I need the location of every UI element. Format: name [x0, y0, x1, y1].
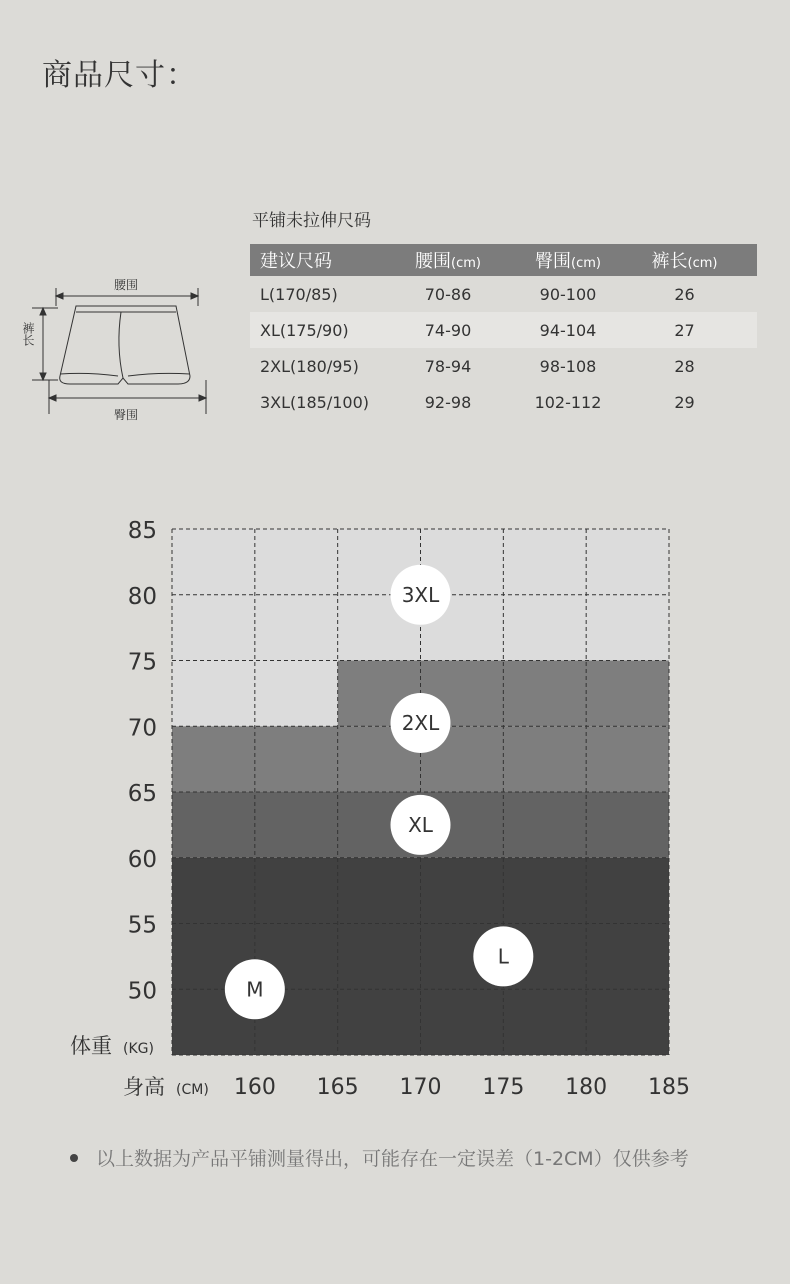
cell-size: XL(175/90)	[260, 320, 349, 340]
page-title: 商品尺寸：	[42, 58, 197, 93]
cell-length: 28	[674, 356, 695, 376]
size-label-2xl: 2XL	[401, 710, 440, 735]
size-label-m: M	[246, 977, 264, 1002]
cell-hip: 102-112	[534, 392, 602, 412]
y-tick-label: 80	[127, 583, 157, 610]
cell-length: 29	[674, 392, 695, 412]
shorts-outline-icon	[60, 306, 190, 384]
x-tick-label: 170	[399, 1075, 442, 1100]
x-axis-unit: (CM)	[176, 1082, 209, 1098]
table-row	[250, 276, 757, 312]
y-tick-label: 65	[127, 781, 157, 807]
shorts-diagram	[18, 276, 218, 426]
header-hip	[508, 247, 628, 273]
bullet-icon	[70, 1154, 78, 1162]
header-waist-label: 腰围	[415, 251, 452, 272]
x-tick-label: 175	[482, 1075, 525, 1100]
x-axis-label: 身高	[123, 1075, 165, 1099]
cell-waist: 78-94	[424, 356, 472, 376]
header-waist-unit: (cm)	[451, 256, 481, 271]
header-hip-unit: (cm)	[571, 256, 601, 271]
y-tick-label: 55	[127, 912, 157, 939]
size-chart	[0, 500, 790, 1120]
cell-hip: 90-100	[539, 284, 597, 304]
waist-label: 腰围	[113, 278, 139, 292]
header-waist	[388, 247, 508, 273]
cell-size: L(170/85)	[260, 284, 338, 304]
cell-length: 27	[674, 320, 695, 340]
y-tick-label: 60	[127, 846, 157, 873]
header-length-label: 裤长	[651, 251, 688, 272]
table-row	[250, 312, 757, 348]
header-length	[628, 247, 757, 273]
x-tick-label: 185	[648, 1075, 690, 1100]
header-length-unit: (cm)	[687, 256, 718, 271]
header-size	[250, 247, 388, 273]
cell-hip: 98-108	[539, 356, 597, 376]
cell-waist: 70-86	[424, 284, 472, 304]
length-label: 裤长	[21, 322, 35, 346]
table-row	[250, 384, 757, 420]
y-tick-label: 85	[127, 518, 157, 544]
table-row	[250, 348, 757, 384]
cell-hip: 94-104	[539, 320, 597, 340]
y-tick-label: 50	[127, 978, 157, 1005]
cell-waist: 74-90	[424, 320, 472, 340]
size-table	[250, 244, 757, 420]
cell-size: 3XL(185/100)	[260, 392, 370, 412]
y-tick-label: 70	[127, 715, 157, 742]
cell-size: 2XL(180/95)	[260, 356, 359, 376]
y-tick-label: 75	[127, 649, 157, 676]
x-tick-label: 165	[316, 1075, 359, 1100]
footnote-text: 以上数据为产品平铺测量得出，可能存在一定误差（1-2CM）仅供参考	[96, 1148, 689, 1170]
footnote	[70, 1144, 689, 1171]
x-tick-label: 180	[565, 1075, 608, 1100]
size-label-l: L	[497, 944, 509, 969]
x-tick-label: 160	[233, 1075, 276, 1100]
table-header	[250, 244, 757, 276]
cell-length: 26	[674, 284, 695, 304]
header-hip-label: 臀围	[535, 251, 572, 272]
header-size-label: 建议尺码	[260, 251, 332, 272]
y-axis-unit: (KG)	[123, 1041, 154, 1057]
hip-label: 臀围	[113, 408, 139, 422]
y-axis-label: 体重	[70, 1034, 112, 1058]
table-caption: 平铺未拉伸尺码	[252, 211, 371, 231]
cell-waist: 92-98	[424, 392, 472, 412]
length-dimension	[32, 308, 58, 380]
size-label-xl: XL	[408, 812, 433, 837]
size-label-3xl: 3XL	[401, 582, 440, 607]
